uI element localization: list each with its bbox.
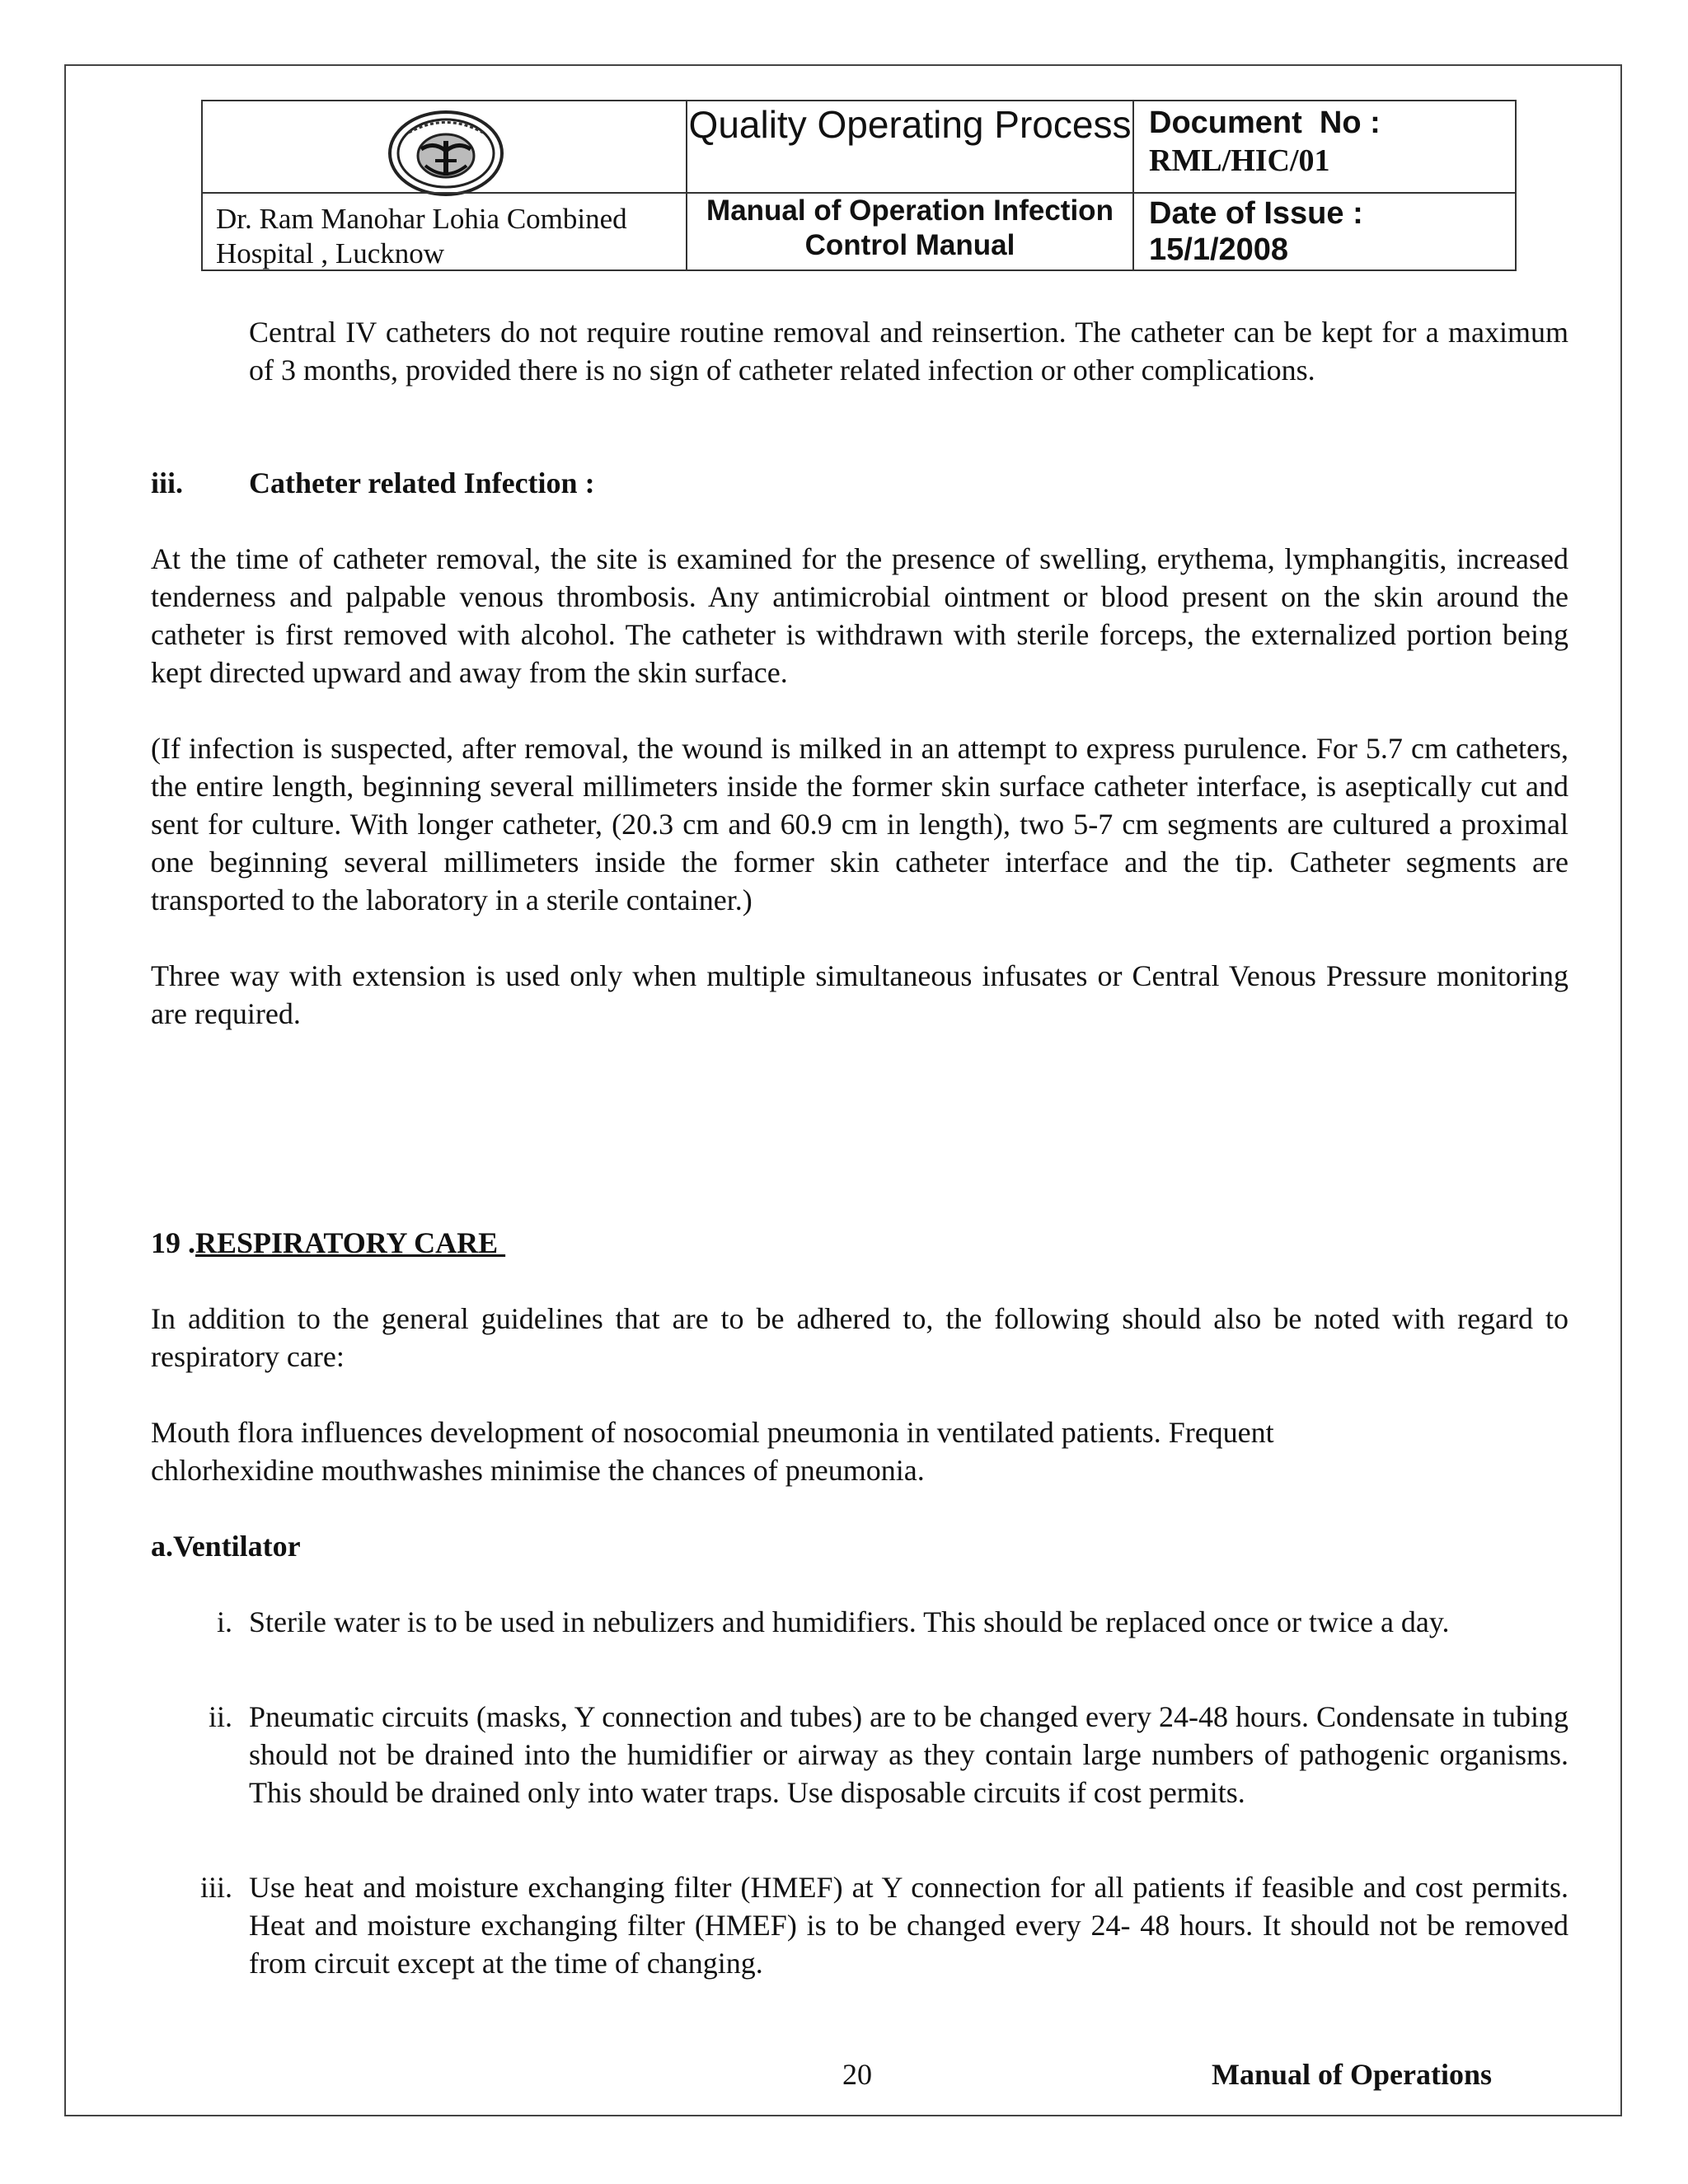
document-no-label: Document No : (1149, 105, 1381, 140)
manual-title: Manual of Operation Infection Control Manual (706, 194, 1114, 261)
paragraph-central-iv: Central IV catheters do not require routine removal and reinsertion. The catheter can be kept for a maximum of 3 months, provided there is no sign of catheter related infection or other complications. (249, 316, 1568, 387)
list-item: Sterile water is to be used in nebulizers and humidifiers. This should be replaced once or twice a day. (249, 1605, 1450, 1638)
list-item-number: ii. (208, 1700, 232, 1733)
header-hospital-cell (203, 101, 687, 269)
document-no-value: RML/HIC/01 (1149, 143, 1330, 178)
state-emblem-seal-icon (384, 108, 508, 199)
paragraph-mouth-flora-line1: Mouth flora influences development of nosocomial pneumonia in ventilated patients. Frequent (151, 1416, 1274, 1449)
header-meta-cell (1134, 101, 1515, 269)
paragraph-catheter-removal: At the time of catheter removal, the site is examined for the presence of swelling, erythema, lymphangitis, increased tenderness and palpable venous thrombosis. Any antimicrobial ointment or blood present on the skin around the catheter is first removed with alcohol. The catheter is withdrawn with sterile forceps, the externalized portion being kept directed upward and away from the skin surface. (151, 542, 1568, 689)
header-title-cell (687, 101, 1134, 269)
paragraph-three-way: Three way with extension is used only when multiple simultaneous infusates or Central Venous Pressure monitoring are required. (151, 959, 1568, 1030)
footer-title: Manual of Operations (1212, 2058, 1493, 2091)
list-item-number: iii. (199, 1871, 232, 1904)
paragraph-infection-suspected: (If infection is suspected, after removal, the wound is milked in an attempt to express purulence. For 5.7 cm catheters, the entire length, beginning several millimeters inside the former skin surface catheter interface, is aseptically cut and sent for culture. With longer catheter, (20.3 cm and 60.9 cm in length), two 5-7 cm segments are cultured a proximal one beginning several millimeters inside the former skin catheter interface and the tip. Catheter segments are transported to the laboratory in a sterile container.) (151, 732, 1568, 916)
list-item: Pneumatic circuits (masks, Y connection and tubes) are to be changed every 24-48 hours. Condensate in tubing should not be drained into the humidifier or airway as they contain large numbers of pathogenic organisms. This should be drained only into water traps. Use disposable circuits if cost permits. (249, 1700, 1568, 1809)
section-19-number: 19 . (151, 1226, 195, 1259)
section-19-title: RESPIRATORY CARE (195, 1226, 506, 1259)
section-iii-title: Catheter related Infection : (249, 466, 595, 499)
header-row-divider (203, 192, 1515, 194)
list-item-number: i. (216, 1605, 232, 1638)
paragraph-general-guidelines: In addition to the general guidelines that are to be adhered to, the following should also be noted with regard to respiratory care: (151, 1302, 1568, 1373)
date-of-issue-value: 15/1/2008 (1149, 232, 1289, 267)
hospital-name: Dr. Ram Manohar Lohia Combined Hospital , Lucknow (216, 203, 627, 269)
process-title: Quality Operating Process (688, 103, 1132, 146)
page-number: 20 (842, 2058, 872, 2091)
document-header-table (201, 100, 1517, 271)
list-item: Use heat and moisture exchanging filter (HMEF) at Y connection for all patients if feasible and cost permits. Heat and moisture exchanging filter (HMEF) is to be changed every 24- 48 hours. It should not be removed from circuit except at the time of changing. (249, 1871, 1568, 1980)
section-iii-number: iii. (151, 466, 184, 499)
subsection-ventilator: a.Ventilator (151, 1530, 301, 1563)
paragraph-mouth-flora-line2: chlorhexidine mouthwashes minimise the chances of pneumonia. (151, 1454, 925, 1487)
section-19-heading (151, 1224, 505, 1262)
date-of-issue-label: Date of Issue : (1149, 196, 1363, 231)
